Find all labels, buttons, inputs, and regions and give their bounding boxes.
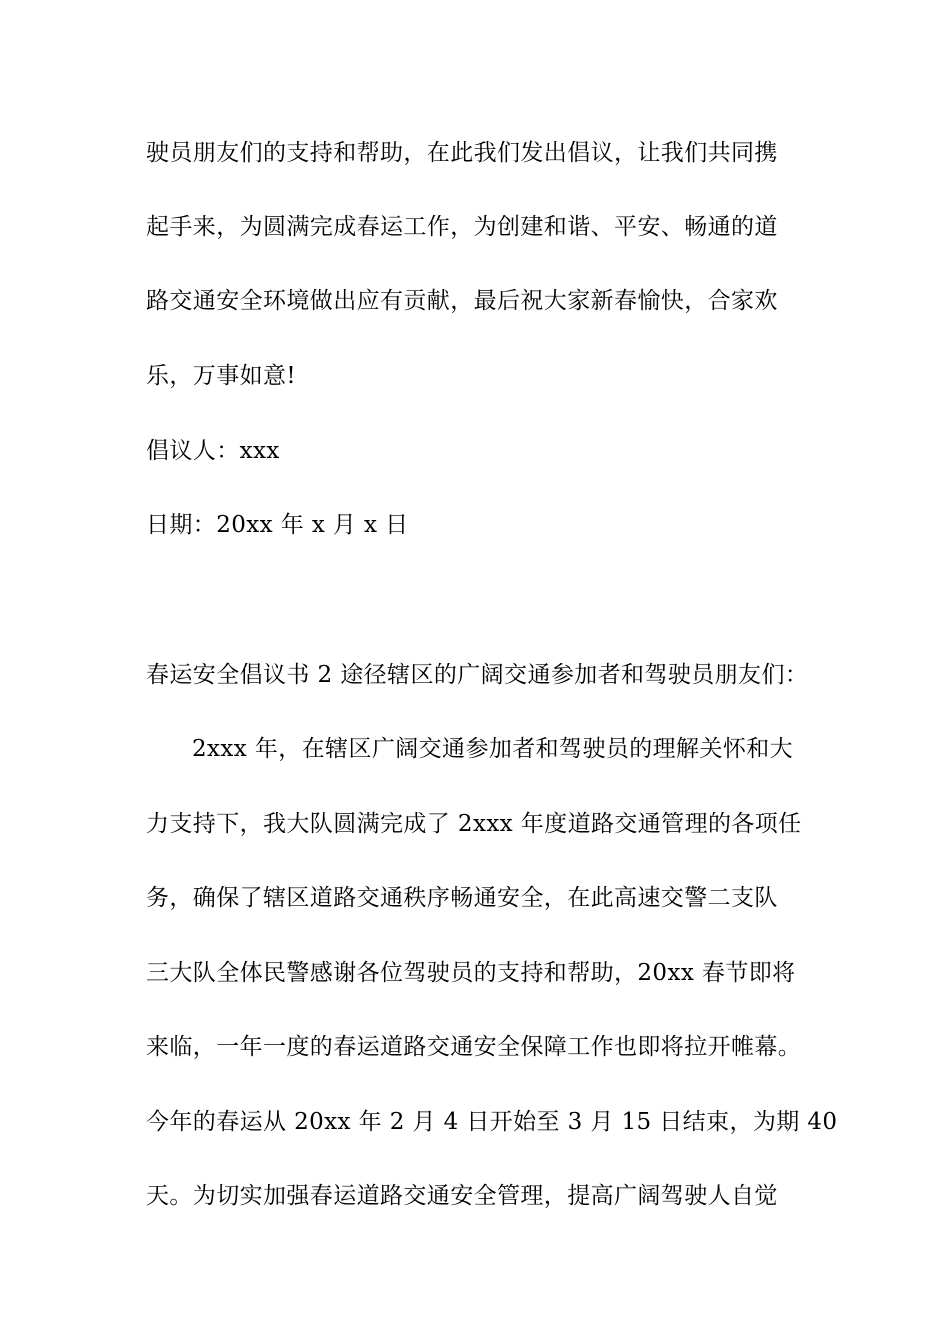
paragraph-line-10: 今年的春运从 20xx 年 2 月 4 日开始至 3 月 15 日结束，为期 40 — [146, 1109, 838, 1135]
date-line: 日期：20xx 年 x 月 x 日 — [146, 512, 409, 538]
paragraph-line-2: 起手来，为圆满完成春运工作，为创建和谐、平安、畅通的道 — [146, 214, 778, 240]
paragraph-line-9: 来临，一年一度的春运道路交通安全保障工作也即将拉开帷幕。 — [146, 1034, 802, 1060]
paragraph-line-4: 乐，万事如意! — [146, 363, 297, 389]
paragraph-line-5: 2xxx 年，在辖区广阔交通参加者和驾驶员的理解关怀和大 — [192, 736, 794, 762]
paragraph-line-6: 力支持下，我大队圆满完成了 2xxx 年度道路交通管理的各项任 — [146, 811, 802, 837]
paragraph-line-7: 务，确保了辖区道路交通秩序畅通安全，在此高速交警二支队 — [146, 885, 778, 911]
section-heading: 春运安全倡议书 2 途径辖区的广阔交通参加者和驾驶员朋友们： — [146, 662, 809, 688]
paragraph-line-1: 驶员朋友们的支持和帮助，在此我们发出倡议，让我们共同携 — [146, 140, 778, 166]
paragraph-line-3: 路交通安全环境做出应有贡献，最后祝大家新春愉快，合家欢 — [146, 288, 778, 314]
paragraph-line-11: 天。为切实加强春运道路交通安全管理，提高广阔驾驶人自觉 — [146, 1183, 778, 1209]
proposer-line: 倡议人：xxx — [146, 438, 280, 464]
paragraph-line-8: 三大队全体民警感谢各位驾驶员的支持和帮助，20xx 春节即将 — [146, 960, 796, 986]
